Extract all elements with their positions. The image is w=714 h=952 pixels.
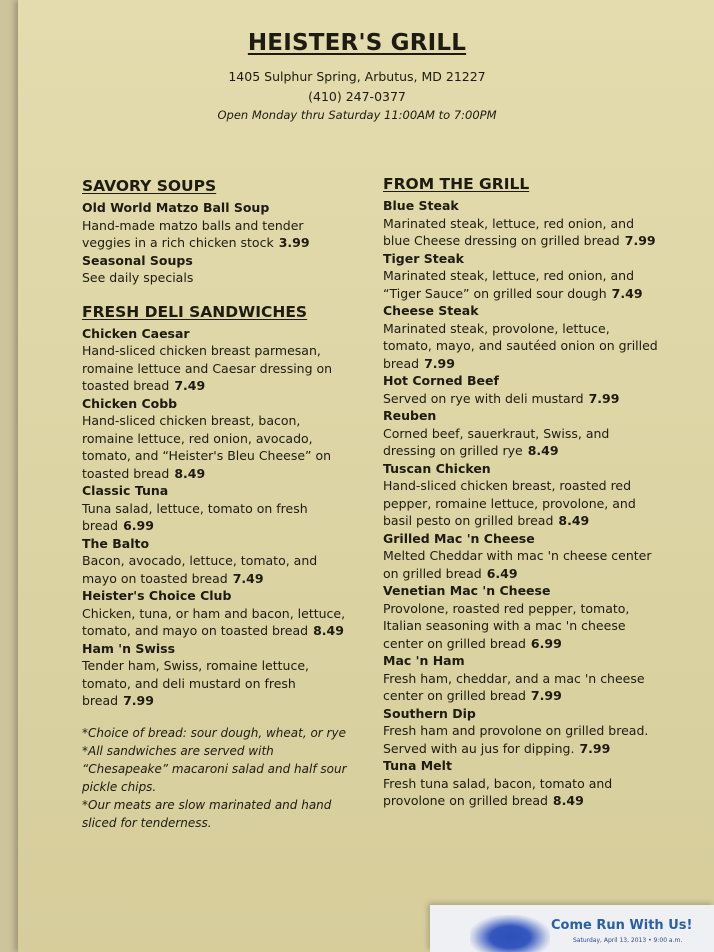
- menu-item-description: [82, 657, 352, 710]
- menu-item-description: [383, 215, 658, 250]
- section-title-grill: FROM THE GRILL: [383, 175, 530, 193]
- menu-item-price: 8.49: [527, 443, 559, 458]
- menu-item: [82, 640, 352, 710]
- paint-splash-graphic: [470, 915, 550, 952]
- menu-item-description-text: Marinated steak, provolone, lettuce, tomato, mayo, and sautéed onion on grilled bread: [383, 320, 658, 371]
- menu-item-description: [383, 600, 658, 653]
- menu-item-description-text: Hand-sliced chicken breast parmesan, romaine lettuce and Caesar dressing on toasted bread: [82, 343, 333, 393]
- menu-item-name: Chicken Cobb: [82, 395, 178, 411]
- sandwich-notes: [82, 724, 352, 832]
- menu-item-description: [383, 267, 658, 302]
- menu-item-price: 7.99: [123, 693, 154, 708]
- menu-item-description-text: Marinated steak, lettuce, red onion, and blue Cheese dressing on grilled bread: [383, 215, 635, 248]
- menu-item-price: 7.99: [424, 355, 455, 371]
- menu-item: [383, 705, 658, 758]
- flyer-subtitle: Saturday, April 13, 2013 • 9:00 a.m.: [573, 937, 683, 944]
- menu-item-name: Chicken Caesar: [82, 325, 190, 341]
- menu-item-name: Venetian Mac 'n Cheese: [383, 583, 551, 598]
- right-column: [383, 173, 658, 810]
- sandwiches-list: [82, 325, 352, 710]
- menu-item-description: [82, 552, 352, 587]
- menu-item-name: Tuna Melt: [383, 758, 452, 773]
- menu-item: [383, 197, 658, 250]
- menu-item-name: Heister's Choice Club: [82, 588, 232, 603]
- menu-item: [383, 460, 658, 530]
- menu-item-price: 8.49: [313, 623, 344, 638]
- menu-item: [383, 372, 658, 407]
- menu-item-name: Seasonal Soups: [82, 252, 193, 268]
- menu-item-description: [383, 320, 658, 373]
- restaurant-name: HEISTER'S GRILL: [247, 30, 467, 56]
- soups-section: [82, 175, 352, 287]
- section-title-soups: SAVORY SOUPS: [82, 177, 217, 195]
- sandwich-note: *All sandwiches are served with “Chesapeake” macaroni salad and half sour pickle chips.: [82, 743, 347, 794]
- menu-item-description-text: See daily specials: [82, 270, 194, 285]
- menu-item-name: Tiger Steak: [383, 250, 464, 266]
- menu-item: [383, 407, 658, 460]
- sandwich-note: *Choice of bread: sour dough, wheat, or rye: [82, 725, 346, 740]
- menu-item-price: 7.49: [232, 570, 264, 586]
- menu-item-description: [383, 722, 658, 757]
- menu-item-description: [82, 412, 352, 482]
- opening-hours: Open Monday thru Saturday 11:00AM to 7:00PM: [217, 108, 497, 122]
- menu-item-description-text: Hand-sliced chicken breast, roasted red pepper, romaine lettuce, provolone, and basil pesto on grilled bread: [383, 478, 636, 528]
- menu-item-name: Tuscan Chicken: [383, 460, 491, 476]
- menu-item-description-text: Bacon, avocado, lettuce, tomato, and mayo on toasted bread: [82, 553, 318, 586]
- menu-item-description: [82, 605, 352, 640]
- menu-item: [82, 395, 352, 483]
- menu-item: [383, 530, 658, 583]
- menu-item-description-text: Fresh tuna salad, bacon, tomato and provolone on grilled bread: [383, 775, 613, 808]
- menu-item-price: 7.49: [174, 378, 206, 393]
- menu-item: [82, 587, 352, 640]
- menu-item: [383, 757, 658, 810]
- menu-item-name: Classic Tuna: [82, 483, 169, 498]
- menu-item-name: Mac 'n Ham: [383, 653, 465, 668]
- menu-item-price: 8.49: [174, 465, 206, 481]
- menu-item-price: 3.99: [278, 235, 310, 250]
- menu-item-description: [383, 477, 658, 530]
- menu-item-name: Southern Dip: [383, 705, 476, 721]
- menu-item-description-text: Chicken, tuna, or ham and bacon, lettuce, tomato, and mayo on toasted bread: [82, 605, 346, 638]
- menu-item-description-text: Fresh ham and provolone on grilled bread. Served with au jus for dipping.: [383, 723, 649, 756]
- menu-item-price: 7.99: [579, 740, 611, 756]
- menu-item-name: Cheese Steak: [383, 303, 479, 318]
- menu-item-description-text: Corned beef, sauerkraut, Swiss, and dressing on grilled rye: [383, 425, 610, 458]
- menu-item-name: Old World Matzo Ball Soup: [82, 200, 270, 215]
- menu-item-price: 8.49: [558, 513, 590, 528]
- menu-item-price: 7.49: [611, 285, 643, 301]
- soups-list: [82, 199, 352, 287]
- menu-item-name: Ham 'n Swiss: [82, 640, 176, 656]
- menu-item-description: [383, 670, 658, 705]
- menu-item-description-text: Fresh ham, cheddar, and a mac 'n cheese center on grilled bread: [383, 670, 645, 703]
- menu-item: [383, 652, 658, 705]
- menu-item-description: [383, 390, 658, 408]
- menu-item: [82, 252, 352, 287]
- restaurant-phone: (410) 247-0377: [308, 89, 406, 104]
- menu-item-name: Hot Corned Beef: [383, 373, 499, 388]
- section-title-sandwiches: FRESH DELI SANDWICHES: [82, 302, 308, 321]
- menu-item-description-text: Hand-sliced chicken breast, bacon, romaine lettuce, red onion, avocado, tomato, and “Heister's Bleu Cheese” on toasted bread: [82, 413, 332, 481]
- menu-item-name: The Balto: [82, 535, 150, 551]
- menu-item-description: [82, 269, 352, 287]
- menu-item-description-text: Served on rye with deli mustard: [383, 390, 584, 406]
- menu-item-description-text: Tender ham, Swiss, romaine lettuce, tomato, and deli mustard on fresh bread: [82, 658, 310, 708]
- menu-item-description-text: Provolone, roasted red pepper, tomato, Italian seasoning with a mac 'n cheese center on grilled bread: [383, 600, 630, 651]
- menu-header: [0, 30, 714, 122]
- menu-item-name: Grilled Mac 'n Cheese: [383, 530, 535, 546]
- menu-item: [383, 302, 658, 372]
- menu-item: [383, 250, 658, 303]
- menu-item-description-text: Melted Cheddar with mac 'n cheese center on grilled bread: [383, 548, 652, 581]
- menu-item: [82, 199, 352, 252]
- menu-item-description: [383, 547, 658, 582]
- menu-item: [82, 325, 352, 395]
- menu-item-description-text: Marinated steak, lettuce, red onion, and “Tiger Sauce” on grilled sour dough: [383, 268, 635, 301]
- menu-item-description: [82, 217, 352, 252]
- menu-item-price: 7.99: [588, 390, 620, 406]
- grill-section: [383, 173, 658, 810]
- menu-item-description-text: Tuna salad, lettuce, tomato on fresh bread: [82, 500, 308, 533]
- sandwiches-section: [82, 301, 352, 832]
- menu-item-description: [82, 342, 352, 395]
- menu-item-name: Blue Steak: [383, 198, 459, 213]
- sandwich-note: *Our meats are slow marinated and hand sliced for tenderness.: [82, 797, 332, 830]
- menu-item: [383, 582, 658, 652]
- menu-item-name: Reuben: [383, 408, 437, 423]
- menu-item-description: [82, 500, 352, 535]
- menu-item-price: 8.49: [552, 793, 584, 808]
- menu-item: [82, 535, 352, 588]
- menu-item-price: 6.99: [530, 635, 562, 651]
- flyer-title: Come Run With Us!: [551, 918, 693, 933]
- restaurant-address: 1405 Sulphur Spring, Arbutus, MD 21227: [228, 69, 486, 84]
- menu-item-description: [383, 775, 658, 810]
- left-column: [82, 175, 352, 832]
- menu-item-description: [383, 425, 658, 460]
- menu-item-price: 6.49: [486, 565, 518, 581]
- grill-list: [383, 197, 658, 810]
- menu-item: [82, 482, 352, 535]
- menu-item-description-text: Hand-made matzo balls and tender veggies in a rich chicken stock: [82, 217, 304, 250]
- menu-item-price: 6.99: [123, 518, 154, 533]
- menu-item-price: 7.99: [624, 233, 656, 248]
- menu-item-price: 7.99: [530, 688, 562, 703]
